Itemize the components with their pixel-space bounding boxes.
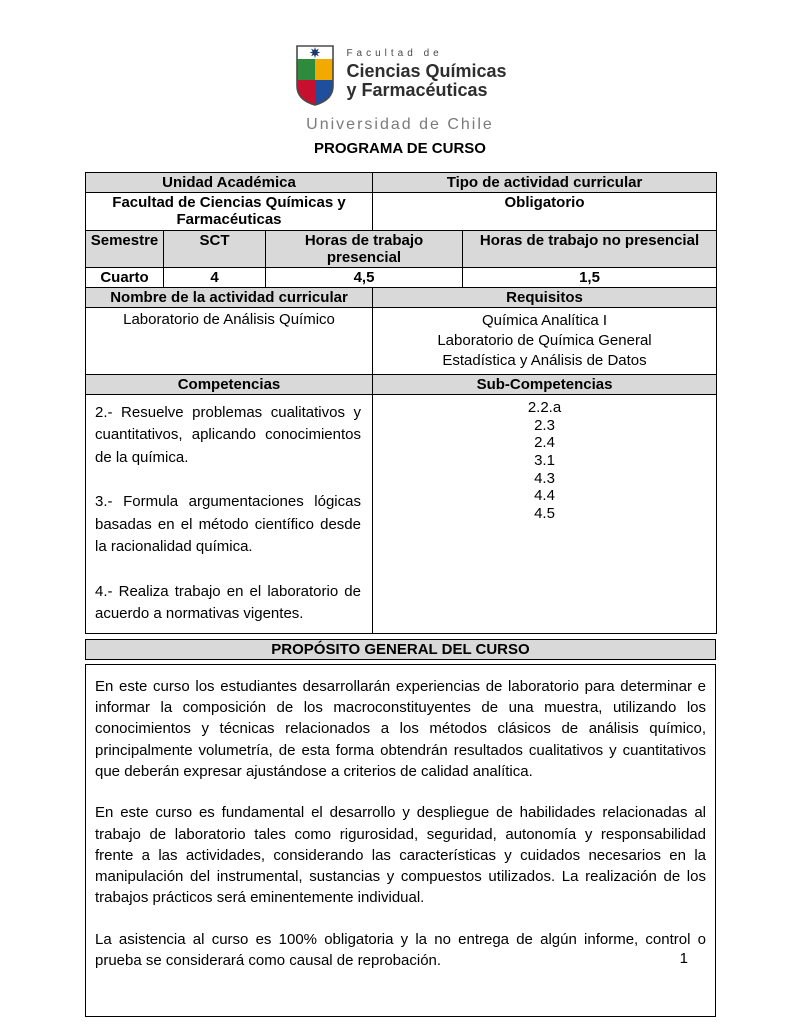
competencias-table (85, 374, 717, 634)
logo-row (293, 42, 506, 113)
nombre-actividad-value: Laboratorio de Análisis Químico (86, 308, 373, 375)
requisitos-header: Requisitos (373, 288, 717, 308)
proposito-paragraph: La asistencia al curso es 100% obligatoria y la no entrega de algún informe, control o prueba se considerará como causal de reprobación. (95, 930, 706, 970)
subcompetencias-header: Sub-Competencias (373, 374, 717, 394)
logo-university-name: Universidad de Chile (306, 116, 494, 133)
proposito-header: PROPÓSITO GENERAL DEL CURSO (86, 639, 716, 659)
university-shield-icon (293, 42, 337, 113)
course-program-tables (85, 172, 716, 1017)
proposito-header-table (85, 639, 716, 660)
tipo-actividad-header: Tipo de actividad curricular (373, 173, 717, 193)
competencia-item: 3.- Formula argumentaciones lógicas basadas en el método científico desde la racionalidad química. (95, 493, 361, 556)
university-logo (0, 42, 800, 134)
page-title: PROGRAMA DE CURSO (314, 140, 486, 157)
logo-text (346, 42, 506, 100)
competencias-header: Competencias (86, 374, 373, 394)
subcompetencia-item: 2.3 (534, 416, 555, 434)
unidad-academica-value: Facultad de Ciencias Químicas y Farmacéuticas (86, 193, 373, 231)
competencia-item: 4.- Realiza trabajo en el laboratorio de acuerdo a normativas vigentes. (95, 582, 361, 623)
subcompetencias-list (373, 394, 717, 633)
horas-presencial-header: Horas de trabajo presencial (266, 231, 463, 268)
nombre-requisitos-table (85, 287, 717, 375)
unidad-academica-header: Unidad Académica (86, 173, 373, 193)
logo-faculty-name-line1: Ciencias Químicas (346, 61, 507, 81)
requisito-item: Química Analítica I (481, 312, 608, 329)
requisito-item: Laboratorio de Química General (437, 331, 652, 349)
horas-presencial-value: 4,5 (266, 268, 463, 288)
subcompetencia-item: 4.3 (534, 469, 555, 487)
sct-value: 4 (164, 268, 266, 288)
horas-table (85, 230, 717, 288)
unidad-tipo-table (85, 172, 717, 231)
requisitos-list (373, 308, 717, 375)
semestre-header: Semestre (86, 231, 164, 268)
subcompetencia-item: 3.1 (534, 451, 555, 469)
horas-no-presencial-header: Horas de trabajo no presencial (463, 231, 717, 268)
proposito-body (86, 664, 716, 1016)
tipo-actividad-value: Obligatorio (373, 193, 717, 231)
horas-no-presencial-value: 1,5 (463, 268, 717, 288)
nombre-actividad-header: Nombre de la actividad curricular (86, 288, 373, 308)
subcompetencia-item: 4.4 (534, 487, 555, 505)
proposito-paragraph: En este curso los estudiantes desarrollarán experiencias de laboratorio para determinar e informar la composición de los macroconstituyentes de una muestra, utilizando los conocimientos y técnicas relacionados a los métodos clásicos de análisis químico, principalmente volumetría, de esta forma obtendrán resultados cualitativos y cuantitativos que deberán expresar ajustándose a criterios de calidad analítica. (95, 677, 706, 780)
semestre-value: Cuarto (86, 268, 164, 288)
sct-header: SCT (164, 231, 266, 268)
requisito-item: Estadística y Análisis de Datos (442, 351, 647, 369)
subcompetencia-item: 2.2.a (527, 398, 562, 416)
proposito-paragraph: En este curso es fundamental el desarrollo y despliegue de habilidades relacionadas al trabajo de laboratorio tales como rigurosidad, seguridad, autonomía y responsabilidad frente a las actividades, considerando las características y cuidados necesarios en la manipulación del instrumental, sustancias y compuestos utilizados. La realización de los trabajos prácticos será eminentemente individual. (95, 804, 706, 907)
subcompetencia-item: 2.4 (534, 434, 555, 452)
proposito-body-table (85, 664, 716, 1017)
page-number: 1 (679, 950, 688, 967)
competencia-item: 2.- Resuelve problemas cualitativos y cuantitativos, aplicando conocimientos de la química. (95, 403, 361, 466)
logo-facultad-label: Facultad de (346, 48, 443, 59)
logo-faculty-name-line2: y Farmacéuticas (346, 79, 488, 100)
subcompetencia-item: 4.5 (534, 504, 555, 522)
competencias-list (86, 394, 373, 633)
